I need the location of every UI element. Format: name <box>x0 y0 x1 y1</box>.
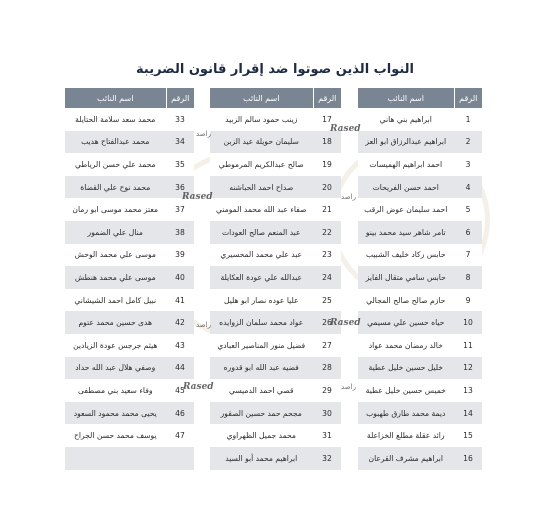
deputy-name: ابراهيم عبدالرزاق ابو العز <box>358 131 455 154</box>
row-number: 11 <box>454 334 482 357</box>
table-row <box>210 289 342 312</box>
deputy-name: وصفي هلال عبد الله حداد <box>65 357 167 380</box>
row-number: 27 <box>313 334 341 357</box>
row-number: 21 <box>313 198 341 221</box>
header-name: اسم النائب <box>65 88 167 108</box>
row-number: 22 <box>313 221 341 244</box>
deputy-name: فضيل منور المناصير العبادي <box>210 334 314 357</box>
row-number: 3 <box>454 153 482 176</box>
deputy-name: منال علي الضمور <box>65 221 167 244</box>
row-number: 36 <box>166 176 194 199</box>
deputy-name: ابراهيم بني هاني <box>358 108 455 131</box>
deputy-name: محمد سعد سلامة الحتايلة <box>65 108 167 131</box>
deputy-name: محمد عبدالفتاح هديب <box>65 131 167 154</box>
deputy-name: عواد محمد سلمان الزوايده <box>210 311 314 334</box>
watermark-text: Rased <box>183 382 214 392</box>
row-number: 4 <box>454 176 482 199</box>
row-number: 24 <box>313 266 341 289</box>
row-number: 28 <box>313 357 341 380</box>
deputy-name: هدى حسين محمد عتوم <box>65 311 167 334</box>
header-num: الرقم <box>166 88 194 108</box>
table-row <box>65 108 195 131</box>
table-row <box>210 379 342 402</box>
table-row <box>65 131 195 154</box>
row-number: 34 <box>166 131 194 154</box>
watermark-text: Rased <box>330 318 361 328</box>
table-row <box>210 311 342 334</box>
table-row <box>358 266 483 289</box>
deputy-name: خليل حسين خليل عطية <box>358 357 455 380</box>
header-name: اسم النائب <box>358 88 455 108</box>
table-row <box>65 153 195 176</box>
row-number: 26 <box>313 311 341 334</box>
table-row <box>210 131 342 154</box>
deputy-name <box>65 447 167 470</box>
table-row <box>210 424 342 447</box>
deputy-name: صفاء عبد الله محمد المومني <box>210 198 314 221</box>
deputy-name: عليا عوده نصار ابو هليل <box>210 289 314 312</box>
table-row <box>65 311 195 334</box>
deputy-name: عبد علي محمد المحسيري <box>210 244 314 267</box>
deputy-name: خالد رمضان محمد عواد <box>358 334 455 357</box>
watermark-arabic: راصد <box>341 383 356 391</box>
row-number: 5 <box>454 198 482 221</box>
watermark-arabic: راصد <box>196 321 211 329</box>
deputy-name: حابس ركاد خليف الشبيب <box>358 244 455 267</box>
deputy-name: محمد جميل الظهراوي <box>210 424 314 447</box>
row-number: 14 <box>454 402 482 425</box>
table-row <box>358 334 483 357</box>
row-number: 44 <box>166 357 194 380</box>
deputy-name: احمد سليمان عوض الرقب <box>358 198 455 221</box>
page-title: النواب الذين صوتوا ضد إقرار قانون الضريبة <box>136 62 414 77</box>
deputy-name: قصي احمد الدميسي <box>210 379 314 402</box>
table-row <box>65 266 195 289</box>
row-number: 1 <box>454 108 482 131</box>
row-number: 15 <box>454 424 482 447</box>
row-number: 7 <box>454 244 482 267</box>
table-row <box>65 176 195 199</box>
table-row <box>210 266 342 289</box>
watermark-text: Rased <box>330 124 361 134</box>
header-num: الرقم <box>313 88 341 108</box>
row-number: 31 <box>313 424 341 447</box>
deputy-name: هيثم جرجس عودة الزيادين <box>65 334 167 357</box>
table-row <box>358 424 483 447</box>
table-row <box>358 153 483 176</box>
row-number: 46 <box>166 402 194 425</box>
deputy-name: حياه حسين علي مسيمي <box>358 311 455 334</box>
table-row <box>65 357 195 380</box>
row-number: 17 <box>313 108 341 131</box>
table-row <box>210 108 342 131</box>
table-row <box>210 357 342 380</box>
row-number: 12 <box>454 357 482 380</box>
table-row <box>65 221 195 244</box>
table-row <box>210 447 342 470</box>
table-row <box>65 244 195 267</box>
table-row <box>358 198 483 221</box>
row-number: 41 <box>166 289 194 312</box>
deputy-name: محمد علي حسن الرياطي <box>65 153 167 176</box>
header-name: اسم النائب <box>210 88 314 108</box>
row-number: 8 <box>454 266 482 289</box>
row-number: 9 <box>454 289 482 312</box>
deputy-name: احمد حسن الفريحات <box>358 176 455 199</box>
row-number: 19 <box>313 153 341 176</box>
table-row <box>65 198 195 221</box>
watermark-text: Rased <box>182 192 213 202</box>
row-number: 23 <box>313 244 341 267</box>
table-row <box>65 334 195 357</box>
row-number: 30 <box>313 402 341 425</box>
row-number: 29 <box>313 379 341 402</box>
deputy-name: موسى علي محمد الوحش <box>65 244 167 267</box>
table-row <box>358 402 483 425</box>
row-number: 2 <box>454 131 482 154</box>
row-number: 25 <box>313 289 341 312</box>
deputy-name: ديمة محمد طارق طهبوب <box>358 402 455 425</box>
table-row <box>65 447 195 470</box>
table-row <box>358 221 483 244</box>
table-row <box>358 131 483 154</box>
deputy-name: صالح عبدالكريم المرموطي <box>210 153 314 176</box>
deputies-table-1-16 <box>357 88 482 470</box>
row-number: 18 <box>313 131 341 154</box>
table-row <box>358 176 483 199</box>
deputy-name: نبيل كامل احمد الشيشاني <box>65 289 167 312</box>
row-number: 13 <box>454 379 482 402</box>
watermark-arabic: راصد <box>196 130 211 138</box>
deputy-name: موسى علي محمد هنطش <box>65 266 167 289</box>
deputy-name: عبدالله علي عودة العكايلة <box>210 266 314 289</box>
row-number: 32 <box>313 447 341 470</box>
table-row <box>210 402 342 425</box>
deputy-name: خميس حسين خليل عطية <box>358 379 455 402</box>
deputy-name: حابس سامي متقال الفايز <box>358 266 455 289</box>
table-row <box>65 424 195 447</box>
table-row <box>358 289 483 312</box>
deputy-name: معتز محمد موسى ابو رمان <box>65 198 167 221</box>
table-row <box>358 447 483 470</box>
table-row <box>358 311 483 334</box>
deputy-name: مجحم حمد حسين الصقور <box>210 402 314 425</box>
table-row <box>358 379 483 402</box>
table-row <box>210 198 342 221</box>
table-row <box>210 244 342 267</box>
row-number: 47 <box>166 424 194 447</box>
deputy-name: رائد عقلة مطلع الخزاعلة <box>358 424 455 447</box>
row-number: 45 <box>166 379 194 402</box>
deputy-name: محمد نوح علي القضاة <box>65 176 167 199</box>
deputies-table-33-47 <box>64 88 194 470</box>
deputy-name: وفاء سعيد بني مصطفى <box>65 379 167 402</box>
deputy-name: ابراهيم محمد أبو السيد <box>210 447 314 470</box>
row-number: 10 <box>454 311 482 334</box>
row-number: 33 <box>166 108 194 131</box>
table-row <box>210 334 342 357</box>
table-row <box>358 244 483 267</box>
table-row <box>65 379 195 402</box>
deputy-name: صداح احمد الحباشنه <box>210 176 314 199</box>
table-row <box>358 357 483 380</box>
row-number: 37 <box>166 198 194 221</box>
header-num: الرقم <box>454 88 482 108</box>
table-row <box>358 108 483 131</box>
watermark-arabic: راصد <box>341 193 356 201</box>
deputy-name: سليمان حويلة عيد الزبن <box>210 131 314 154</box>
table-row <box>210 176 342 199</box>
deputy-name: احمد ابراهيم الهميسات <box>358 153 455 176</box>
row-number: 35 <box>166 153 194 176</box>
row-number: 38 <box>166 221 194 244</box>
deputy-name: عبد المنعم صالح العودات <box>210 221 314 244</box>
row-number: 6 <box>454 221 482 244</box>
table-row <box>210 153 342 176</box>
deputies-table-17-32 <box>209 88 341 470</box>
row-number: 16 <box>454 447 482 470</box>
deputy-name: يوسف محمد حسن الجراح <box>65 424 167 447</box>
row-number: 20 <box>313 176 341 199</box>
deputy-name: حازم صالح صالح المجالي <box>358 289 455 312</box>
row-number: 39 <box>166 244 194 267</box>
table-row <box>65 289 195 312</box>
table-row <box>65 402 195 425</box>
deputy-name: زينب حمود سالم الزبيد <box>210 108 314 131</box>
deputy-name: ابراهيم مشرف القرعان <box>358 447 455 470</box>
row-number: 40 <box>166 266 194 289</box>
deputy-name: تامر شاهر سيد محمد بينو <box>358 221 455 244</box>
row-number: 42 <box>166 311 194 334</box>
row-number <box>166 447 194 470</box>
table-row <box>210 221 342 244</box>
deputy-name: يحيى محمد محمود السعود <box>65 402 167 425</box>
row-number: 43 <box>166 334 194 357</box>
deputy-name: فضيه عبد الله ابو قدوره <box>210 357 314 380</box>
